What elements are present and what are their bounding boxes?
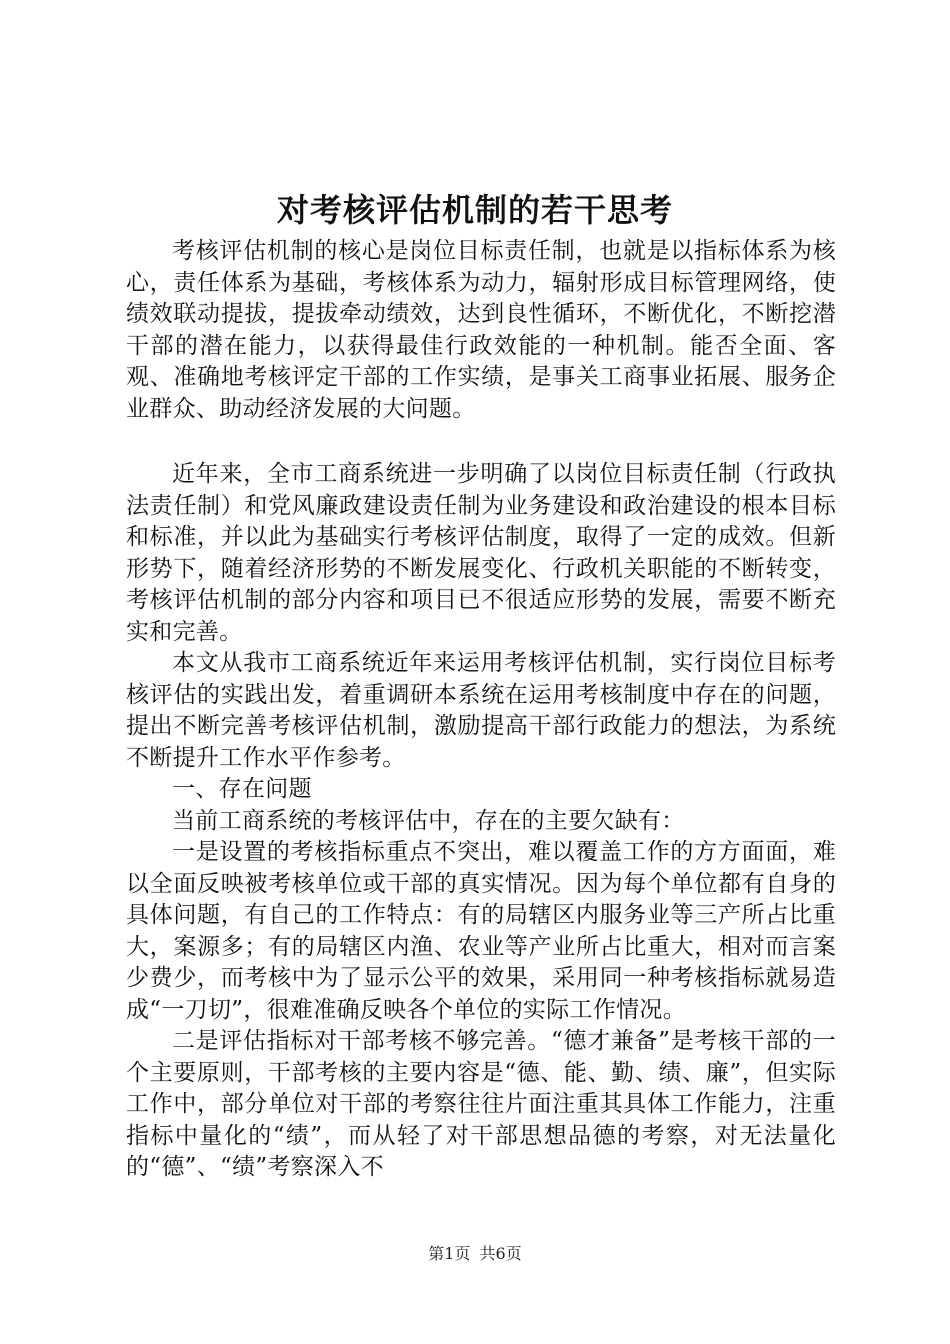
page-total: 共6页 — [479, 1244, 522, 1263]
page-number: 第1页 — [428, 1244, 471, 1263]
page-footer — [0, 1243, 950, 1265]
paragraph-point-two: 二是评估指标对干部考核不够完善。“德才兼备”是考核干部的一个主要原则，干部考核的主要内容是“德、能、勤、绩、廉”，但实际工作中，部分单位对干部的考察往往片面注重其具体工作能力，注重指标中量化的“绩”，而从轻了对干部思想品德的考察，对无法量化的“德”、“绩”考察深入不 — [126, 1028, 836, 1180]
paragraph-background: 近年来，全市工商系统进一步明确了以岗位目标责任制（行政执法责任制）和党风廉政建设责任制为业务建设和政治建设的根本目标和标准，并以此为基础实行考核评估制度，取得了一定的成效。但新形势下，随着经济形势的不断发展变化、行政机关职能的不断转变，考核评估机制的部分内容和项目已不很适应形势的发展，需要不断充实和完善。 — [126, 461, 836, 645]
paragraph-summary: 当前工商系统的考核评估中，存在的主要欠缺有： — [172, 807, 685, 834]
paragraph-intro: 考核评估机制的核心是岗位目标责任制，也就是以指标体系为核心，责任体系为基础，考核体系为动力，辐射形成目标管理网络，使绩效联动提拔，提拔牵动绩效，达到良性循环，不断优化，不断挖潜干部的潜在能力，以获得最佳行政效能的一种机制。能否全面、客观、准确地考核评定干部的工作实绩，是事关工商事业拓展、服务企业群众、助动经济发展的大问题。 — [126, 238, 836, 422]
paragraph-point-one: 一是设置的考核指标重点不突出，难以覆盖工作的方方面面，难以全面反映被考核单位或干部的真实情况。因为每个单位都有自身的具体问题，有自己的工作特点：有的局辖区内服务业等三产所占比重大，案源多；有的局辖区内渔、农业等产业所占比重大，相对而言案少费少，而考核中为了显示公平的效果，采用同一种考核指标就易造成“一刀切”，很难准确反映各个单位的实际工作情况。 — [126, 839, 836, 1023]
paragraph-spacer — [126, 425, 836, 459]
section-heading-problems: 一、存在问题 — [172, 776, 312, 802]
paragraph-purpose: 本文从我市工商系统近年来运用考核评估机制，实行岗位目标考核评估的实践出发，着重调研本系统在运用考核制度中存在的问题，提出不断完善考核评估机制，激励提高干部行政能力的想法，为系统不断提升工作水平作参考。 — [126, 650, 836, 771]
document-body — [126, 236, 836, 1184]
document-title: 对考核评估机制的若干思考 — [276, 191, 673, 229]
